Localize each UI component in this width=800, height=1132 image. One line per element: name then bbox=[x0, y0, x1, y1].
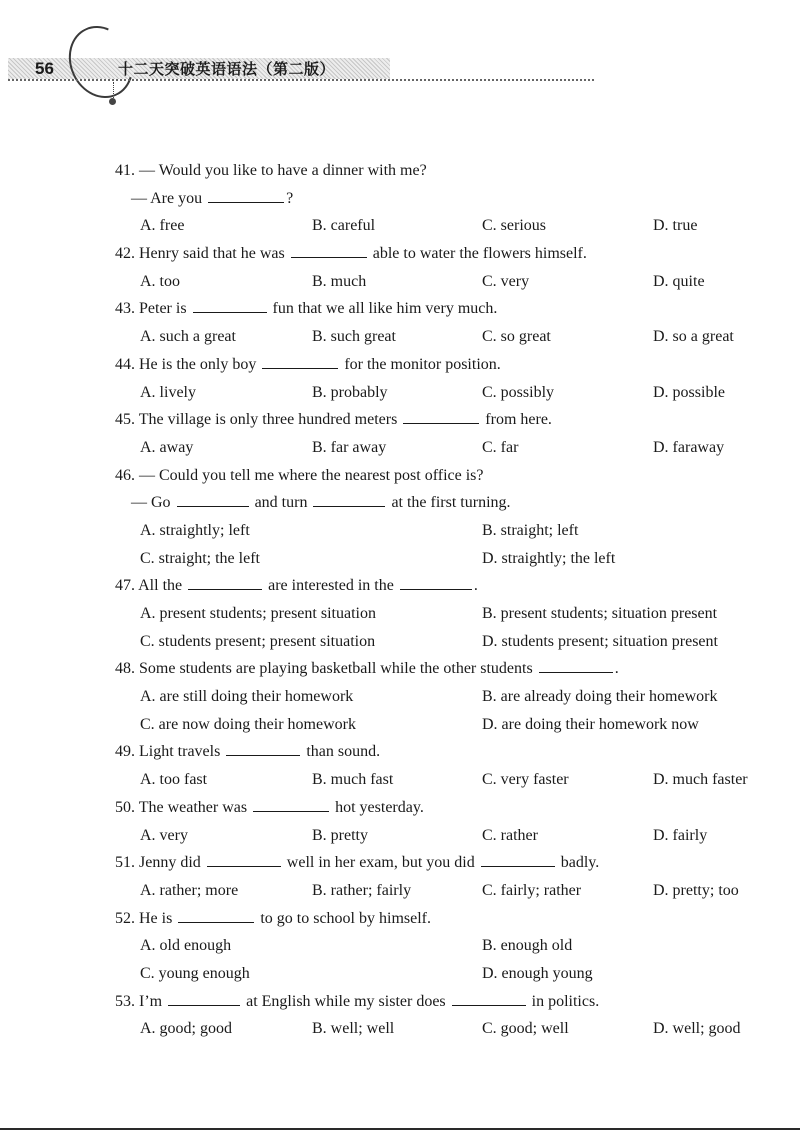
question-text: 44. He is the only boy bbox=[115, 355, 261, 373]
question-text: and turn bbox=[250, 494, 312, 512]
options-row bbox=[115, 434, 775, 462]
answer-option: A. lively bbox=[140, 383, 196, 401]
question-text: fun that we all like him very much. bbox=[268, 300, 498, 318]
question-text: 48. Some students are playing basketball while the other students bbox=[115, 660, 537, 678]
question-text: 46. — Could you tell me where the nearest post office is? bbox=[115, 466, 484, 484]
question-text: 53. I’m bbox=[115, 992, 167, 1010]
question-text: at the first turning. bbox=[387, 494, 511, 512]
question-text: 47. All the bbox=[115, 577, 187, 595]
question-item bbox=[115, 849, 775, 904]
question-stem-line bbox=[115, 849, 775, 877]
answer-option: A. good; good bbox=[140, 1020, 232, 1038]
answer-blank bbox=[291, 243, 367, 258]
answer-option: A. present students; present situation bbox=[140, 605, 376, 622]
answer-blank bbox=[208, 188, 284, 203]
answer-option: D. fairly bbox=[653, 826, 708, 844]
answer-option: B. much fast bbox=[312, 771, 394, 789]
answer-option: D. quite bbox=[653, 272, 705, 290]
options-row bbox=[115, 711, 775, 739]
question-stem-line bbox=[115, 157, 775, 185]
question-text: 42. Henry said that he was bbox=[115, 245, 289, 263]
question-text: hot yesterday. bbox=[331, 798, 424, 816]
question-text: from here. bbox=[481, 411, 552, 429]
question-text: 51. Jenny did bbox=[115, 854, 205, 872]
answer-blank bbox=[168, 991, 240, 1006]
question-text: — Are you bbox=[115, 189, 207, 207]
answer-option: B. pretty bbox=[312, 826, 368, 844]
answer-option: A. rather; more bbox=[140, 881, 239, 899]
question-text: for the monitor position. bbox=[340, 355, 501, 373]
question-stem-line bbox=[115, 462, 775, 490]
question-item bbox=[115, 738, 775, 793]
answer-option: B. straight; left bbox=[482, 521, 579, 539]
answer-option: B. enough old bbox=[482, 937, 573, 955]
answer-option: A. very bbox=[140, 826, 188, 844]
answer-option: B. careful bbox=[312, 217, 376, 235]
question-stem-line bbox=[115, 905, 775, 933]
question-item bbox=[115, 905, 775, 988]
answer-option: B. much bbox=[312, 272, 367, 290]
answer-option: A. straightly; left bbox=[140, 521, 250, 539]
answer-option: C. are now doing their homework bbox=[140, 715, 356, 733]
options-row bbox=[115, 683, 775, 711]
question-item bbox=[115, 572, 775, 655]
answer-blank bbox=[452, 991, 526, 1006]
question-text: well in her exam, but you did bbox=[282, 854, 479, 872]
question-stem-line bbox=[115, 794, 775, 822]
answer-option: A. too bbox=[140, 272, 180, 290]
question-stem-line bbox=[115, 655, 775, 683]
options-row bbox=[115, 960, 775, 988]
question-text: in politics. bbox=[527, 992, 600, 1010]
question-item bbox=[115, 295, 775, 350]
question-item bbox=[115, 240, 775, 295]
question-item bbox=[115, 655, 775, 738]
question-text: badly. bbox=[556, 854, 600, 872]
question-stem-line bbox=[115, 738, 775, 766]
question-text: ? bbox=[286, 189, 294, 207]
options-row bbox=[115, 932, 775, 960]
answer-option: A. are still doing their homework bbox=[140, 688, 354, 706]
answer-option: A. free bbox=[140, 217, 185, 235]
answer-blank bbox=[188, 575, 262, 590]
question-item bbox=[115, 794, 775, 849]
question-text: — Go bbox=[115, 494, 175, 512]
answer-option: D. are doing their homework now bbox=[482, 715, 699, 733]
question-item bbox=[115, 351, 775, 406]
answer-option: A. too fast bbox=[140, 771, 208, 789]
answer-blank bbox=[403, 409, 479, 424]
options-row bbox=[115, 600, 775, 628]
answer-option: D. enough young bbox=[482, 964, 593, 982]
options-row bbox=[115, 379, 775, 407]
answer-option: C. serious bbox=[482, 217, 546, 235]
answer-option: C. good; well bbox=[482, 1020, 569, 1038]
answer-blank bbox=[177, 492, 249, 507]
question-stem-line bbox=[115, 489, 775, 517]
header-dot-decoration bbox=[109, 98, 116, 105]
answer-option: C. students present; present situation bbox=[140, 632, 376, 650]
answer-option: D. students present; situation present bbox=[482, 632, 718, 650]
answer-blank bbox=[207, 852, 281, 867]
answer-option: D. true bbox=[653, 217, 698, 235]
answer-option: C. very bbox=[482, 272, 530, 290]
answer-option: B. probably bbox=[312, 383, 388, 401]
answer-blank bbox=[226, 741, 300, 756]
question-stem-line bbox=[115, 185, 775, 213]
answer-option: C. straight; the left bbox=[140, 549, 260, 567]
options-row bbox=[115, 766, 775, 794]
answer-blank bbox=[481, 852, 555, 867]
options-row bbox=[115, 517, 775, 545]
question-item bbox=[115, 462, 775, 573]
answer-blank bbox=[253, 797, 329, 812]
question-stem-line bbox=[115, 240, 775, 268]
answer-blank bbox=[178, 908, 254, 923]
bottom-rule bbox=[0, 1128, 800, 1130]
answer-option: D. straightly; the left bbox=[482, 549, 616, 567]
options-row bbox=[115, 268, 775, 296]
answer-blank bbox=[313, 492, 385, 507]
answer-option: A. away bbox=[140, 438, 194, 456]
answer-option: B. rather; fairly bbox=[312, 881, 412, 899]
header-dotted-rule bbox=[8, 79, 594, 81]
question-text: 43. Peter is bbox=[115, 300, 191, 318]
question-text: able to water the flowers himself. bbox=[368, 245, 587, 263]
answer-option: C. rather bbox=[482, 826, 538, 844]
options-row bbox=[115, 628, 775, 656]
question-stem-line bbox=[115, 295, 775, 323]
question-item bbox=[115, 157, 775, 240]
options-row bbox=[115, 323, 775, 351]
answer-option: D. so a great bbox=[653, 328, 734, 346]
question-text: 45. The village is only three hundred meters bbox=[115, 411, 402, 429]
question-text: to go to school by himself. bbox=[256, 909, 431, 927]
question-text: are interested in the bbox=[264, 577, 398, 595]
answer-option: D. faraway bbox=[653, 438, 725, 456]
answer-option: B. are already doing their homework bbox=[482, 688, 718, 706]
answer-option: C. young enough bbox=[140, 964, 250, 982]
answer-blank bbox=[193, 298, 267, 313]
question-text: . bbox=[473, 577, 478, 595]
options-row bbox=[115, 1015, 775, 1043]
question-text: than sound. bbox=[302, 743, 381, 761]
book-title: 十二天突破英语语法（第二版） bbox=[118, 60, 336, 78]
answer-blank bbox=[262, 354, 338, 369]
page-number: 56 bbox=[35, 59, 54, 78]
answer-option: B. present students; situation present bbox=[482, 605, 718, 622]
answer-option: C. far bbox=[482, 438, 519, 456]
answer-blank bbox=[539, 658, 613, 673]
answer-option: A. such a great bbox=[140, 328, 236, 346]
question-text: 52. He is bbox=[115, 909, 177, 927]
question-stem-line bbox=[115, 572, 775, 600]
options-row bbox=[115, 877, 775, 905]
answer-option: D. pretty; too bbox=[653, 881, 739, 899]
answer-blank bbox=[400, 575, 472, 590]
question-list bbox=[115, 157, 775, 1043]
options-row bbox=[115, 822, 775, 850]
answer-option: B. such great bbox=[312, 328, 396, 346]
question-item bbox=[115, 406, 775, 461]
options-row bbox=[115, 212, 775, 240]
answer-option: D. much faster bbox=[653, 771, 748, 789]
question-text: 41. — Would you like to have a dinner with me? bbox=[115, 162, 427, 179]
answer-option: C. very faster bbox=[482, 771, 569, 789]
answer-option: C. possibly bbox=[482, 383, 555, 401]
question-stem-line bbox=[115, 351, 775, 379]
answer-option: B. well; well bbox=[312, 1020, 395, 1038]
answer-option: C. fairly; rather bbox=[482, 881, 582, 899]
question-text: 49. Light travels bbox=[115, 743, 225, 761]
options-row bbox=[115, 545, 775, 573]
answer-option: C. so great bbox=[482, 328, 551, 346]
answer-option: D. well; good bbox=[653, 1020, 741, 1038]
question-stem-line bbox=[115, 988, 775, 1016]
question-text: . bbox=[614, 660, 619, 678]
question-text: 50. The weather was bbox=[115, 798, 252, 816]
question-stem-line bbox=[115, 406, 775, 434]
question-item bbox=[115, 988, 775, 1043]
answer-option: B. far away bbox=[312, 438, 387, 456]
question-text: at English while my sister does bbox=[242, 992, 450, 1010]
answer-option: D. possible bbox=[653, 383, 725, 401]
answer-option: A. old enough bbox=[140, 937, 232, 955]
